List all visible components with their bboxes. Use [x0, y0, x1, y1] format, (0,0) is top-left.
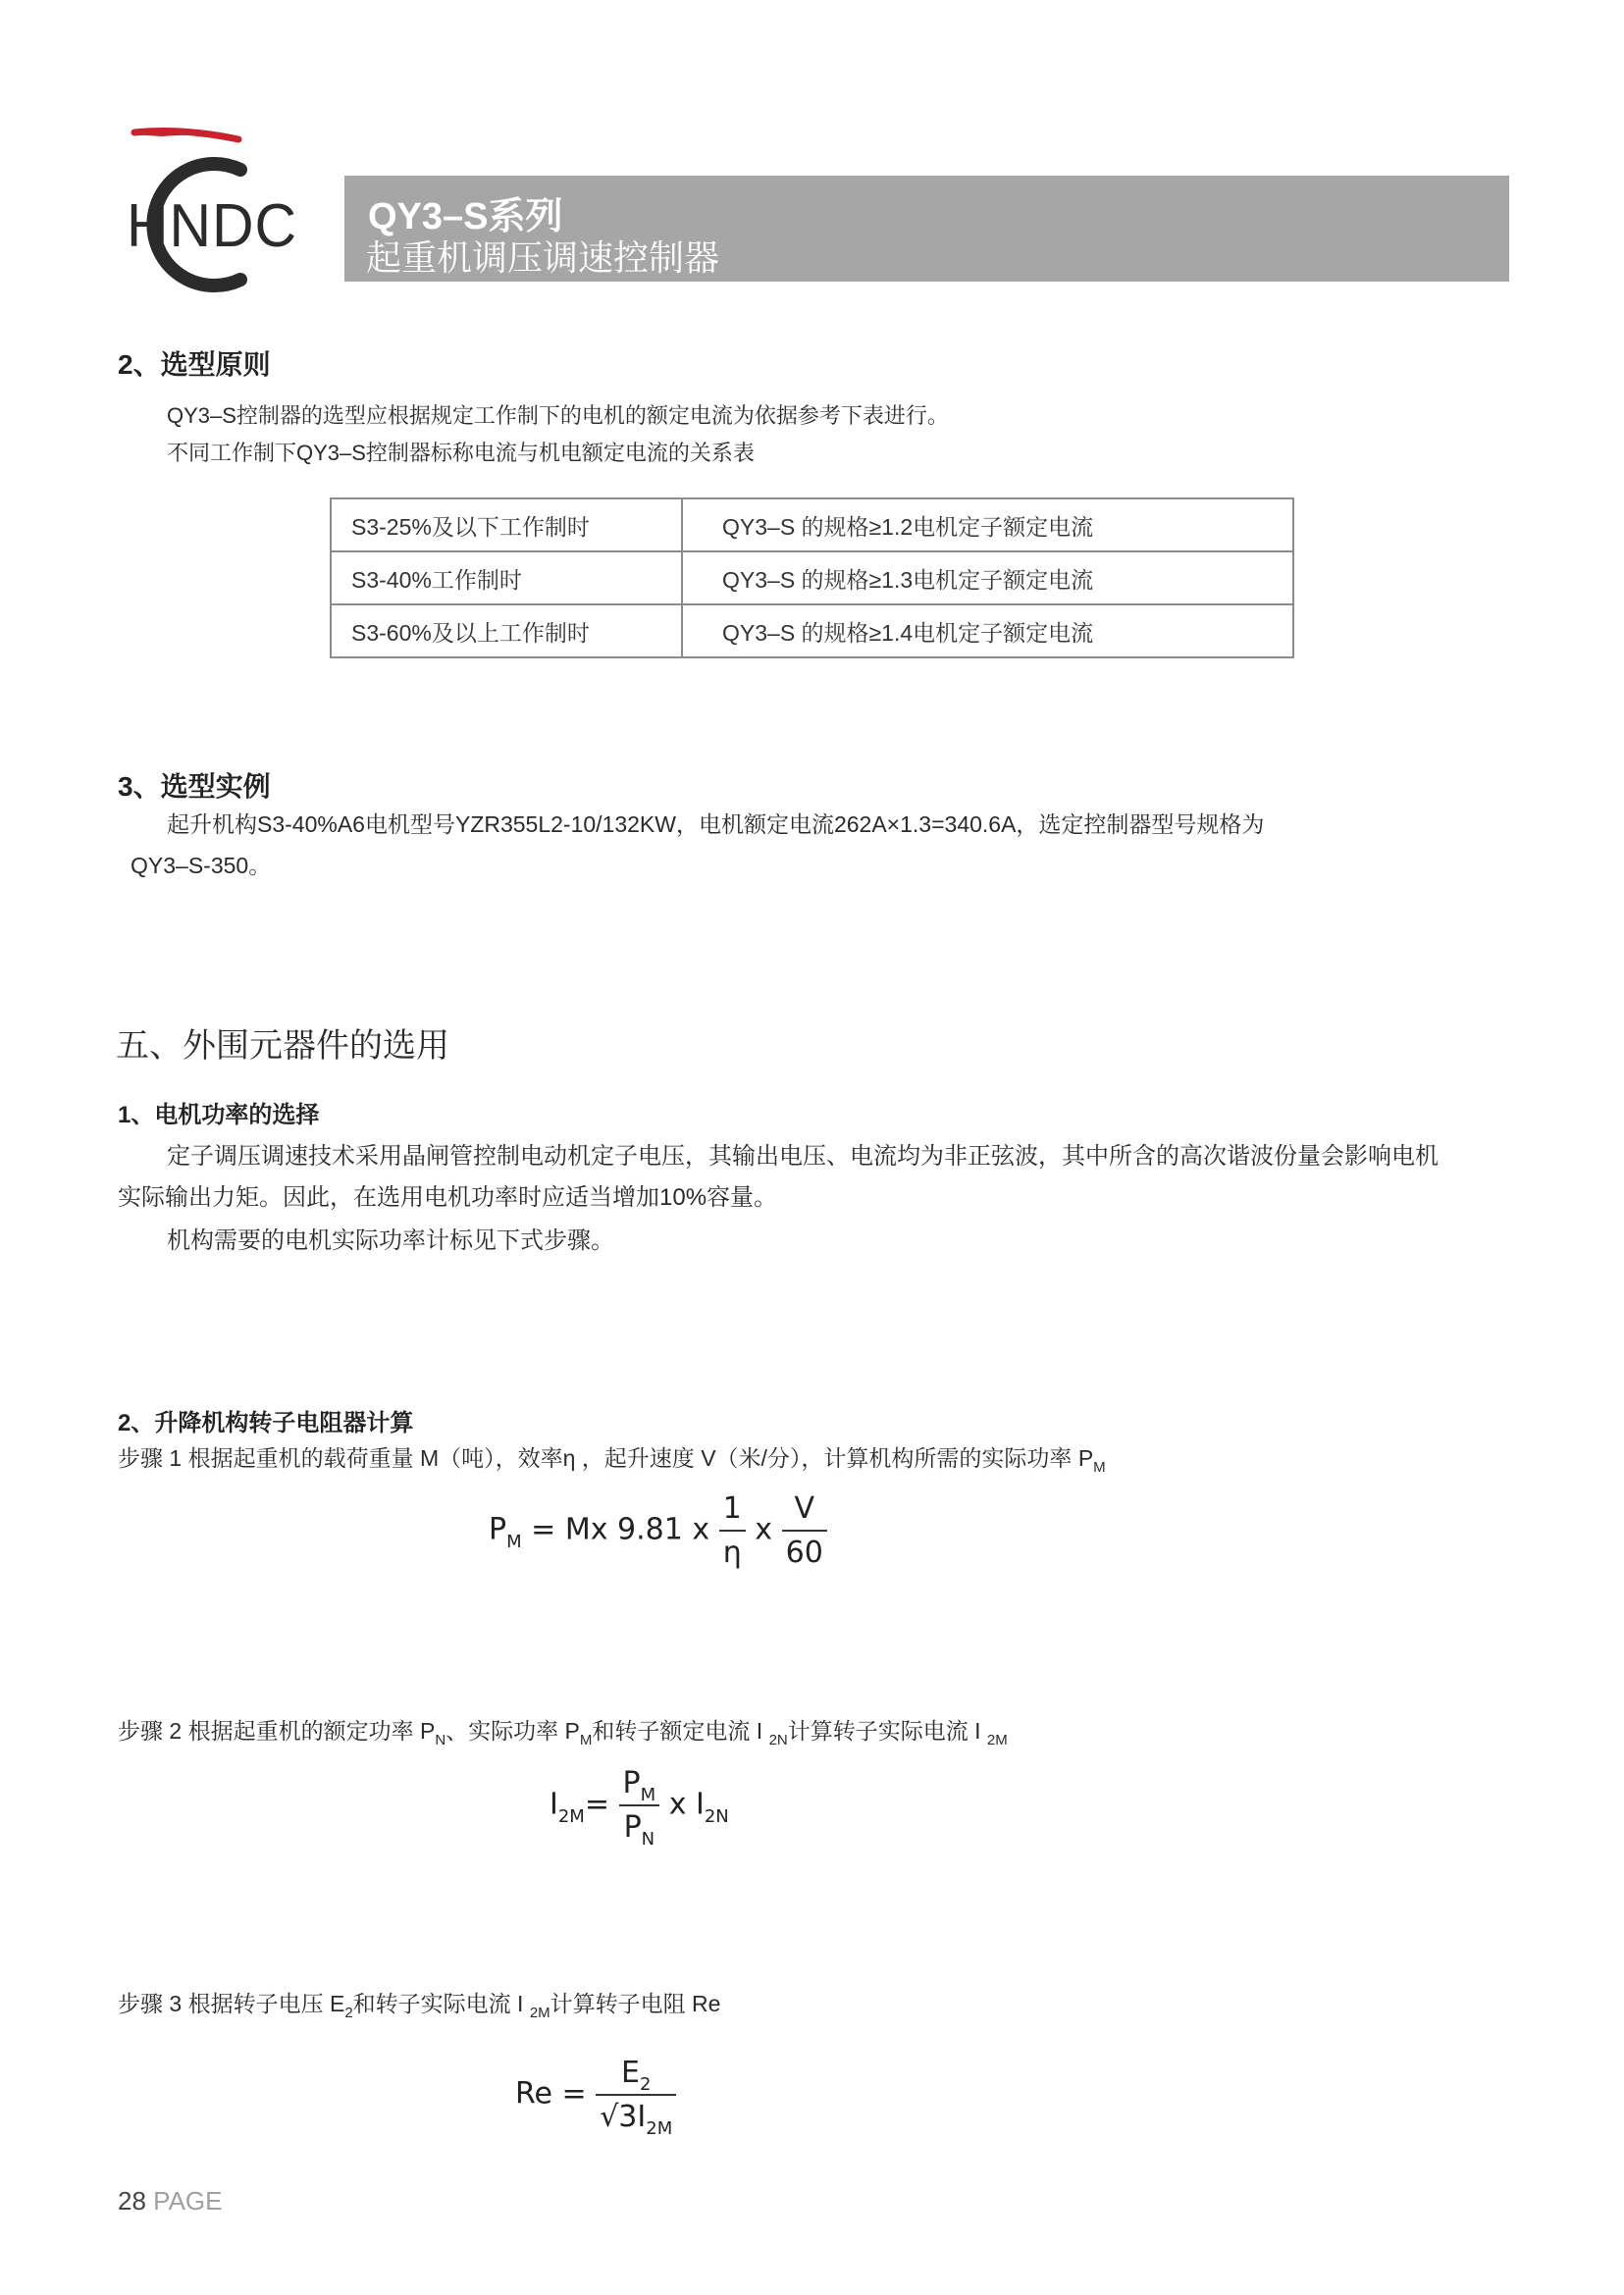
page-number: [118, 2186, 222, 2217]
numerator: 1: [719, 1491, 746, 1532]
paragraph-line: 机构需要的电机实际功率计标见下式步骤。: [167, 1227, 614, 1254]
formula-times: x: [755, 1512, 773, 1547]
step-text: 步骤 2 根据起重机的额定功率 P: [118, 1718, 436, 1744]
formula-rotor-resistance: [515, 2056, 676, 2139]
subscript: 2M: [529, 2005, 550, 2021]
formula-lhs: I: [550, 1787, 558, 1822]
duty-current-table: [330, 497, 1294, 658]
table-cell-rule: QY3–S 的规格≥1.3电机定子额定电流: [682, 551, 1293, 604]
page-label: PAGE: [153, 2186, 223, 2216]
company-logo: [123, 123, 304, 304]
chapter-heading: 五、外围元器件的选用: [116, 1027, 449, 1065]
page-number-value: 28: [118, 2186, 146, 2216]
formula-lhs: Re =: [515, 2076, 587, 2112]
step-text: 、实际功率 P: [445, 1718, 580, 1744]
section-heading-selection-example: 3、选型实例: [118, 771, 271, 802]
paragraph-line: QY3–S-350。: [131, 853, 272, 878]
subscript: 2M: [646, 2118, 673, 2139]
subscript: 2M: [557, 1805, 585, 1827]
step-text: 计算转子电阻 Re: [550, 1991, 721, 2016]
formula-term: x I: [668, 1787, 705, 1822]
numerator-text: E: [621, 2056, 640, 2090]
step-text: 和转子额定电流 I: [592, 1718, 769, 1744]
header-subtitle: 起重机调压调速控制器: [366, 237, 720, 278]
table-row: [331, 551, 1293, 604]
table-row: [331, 498, 1293, 551]
step-text: 步骤 3 根据转子电压 E: [118, 1991, 345, 2016]
denominator: η: [722, 1536, 742, 1570]
paragraph-line: 起升机构S3-40%A6电机型号YZR355L2-10/132KW，电机额定电流262A×1.3=340.6A，选定控制器型号规格为: [167, 811, 1265, 837]
step-1-label: 步骤 1 根据起重机的载荷重量 M（吨），效率η ，起升速度 V（米/分），计算机构所需的实际功率 P: [118, 1445, 1094, 1471]
formula-actual-power: [489, 1491, 827, 1570]
denominator: 60: [785, 1536, 823, 1570]
subscript: 2: [639, 2074, 652, 2095]
header-title: QY3–S系列: [368, 196, 563, 237]
header-band: [344, 176, 1509, 282]
paragraph-line: 实际输出力矩。因此，在选用电机功率时应适当增加10%容量。: [118, 1184, 778, 1211]
formula-term: = Mx 9.81 x: [531, 1512, 710, 1547]
formula-rotor-current: [550, 1766, 729, 1850]
paragraph-line: 定子调压调速技术采用晶闸管控制电动机定子电压，其输出电压、电流均为非正弦波，其中所含的高次谐波份量会影响电机: [167, 1143, 1439, 1170]
subscript: 2: [344, 2005, 353, 2021]
step-text: 和转子实际电流 I: [352, 1991, 530, 2016]
denominator-text: P: [623, 1810, 642, 1845]
numerator: [596, 2056, 676, 2096]
paragraph-line: 不同工作制下QY3–S控制器标称电流与机电额定电流的关系表: [167, 441, 755, 465]
table-cell-duty: S3-40%工作制时: [331, 551, 682, 604]
table-cell-duty: S3-25%及以下工作制时: [331, 498, 682, 551]
subsection-heading-rotor-resistor: 2、升降机构转子电阻器计算: [118, 1410, 414, 1436]
subscript: M: [640, 1785, 656, 1805]
fraction: [596, 2056, 676, 2139]
subscript: 2N: [768, 1732, 788, 1748]
subscript: N: [435, 1732, 446, 1748]
subscript: N: [641, 1829, 655, 1850]
fraction: [619, 1766, 660, 1850]
step-text: 计算转子实际电流 I: [787, 1718, 987, 1744]
fraction: [719, 1491, 746, 1570]
subsection-heading-motor-power: 1、电机功率的选择: [118, 1102, 320, 1128]
numerator: [619, 1766, 660, 1806]
subscript: M: [579, 1732, 593, 1748]
step-2-text: [118, 1717, 1008, 1750]
denominator-text: √3I: [600, 2100, 647, 2134]
formula-eq: =: [584, 1787, 609, 1822]
step-3-text: [118, 1990, 720, 2023]
denominator: [619, 1806, 660, 1850]
section-heading-selection-principle: 2、选型原则: [118, 349, 271, 380]
table-row: [331, 604, 1293, 657]
denominator: [596, 2096, 676, 2139]
table-cell-rule: QY3–S 的规格≥1.4电机定子额定电流: [682, 604, 1293, 657]
paragraph-line: QY3–S控制器的选型应根据规定工作制下的电机的额定电流为依据参考下表进行。: [167, 403, 949, 428]
table-cell-rule: QY3–S 的规格≥1.2电机定子额定电流: [682, 498, 1293, 551]
logo-text: HNDC: [127, 192, 297, 260]
numerator: V: [782, 1491, 827, 1532]
fraction: [782, 1491, 827, 1570]
subscript: M: [1093, 1459, 1106, 1476]
step-1-text: [118, 1444, 1106, 1478]
subscript: 2N: [704, 1805, 729, 1827]
table-cell-duty: S3-60%及以上工作制时: [331, 604, 682, 657]
numerator-text: P: [622, 1766, 641, 1800]
subscript: 2M: [986, 1732, 1008, 1748]
subscript: M: [506, 1531, 522, 1552]
formula-lhs: P: [489, 1512, 507, 1547]
